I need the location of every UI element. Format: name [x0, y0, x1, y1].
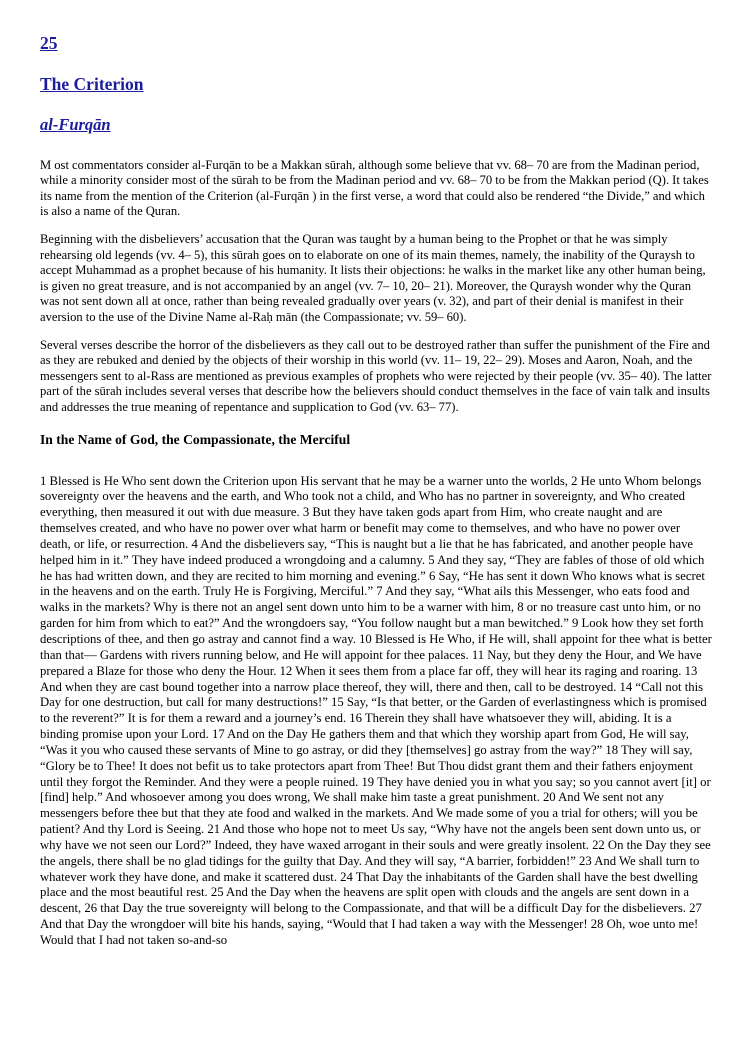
- surah-number-row: [40, 34, 712, 75]
- introduction-paragraph-2: Beginning with the disbelievers’ accusation that the Quran was taught by a human being to the Prophet or that he was simply rehearsing old legends (vv. 4– 5), this sūrah goes on to elaborate on one of its main themes, namely, the inability of the Quraysh to accept Muhammad as a prophet because of his humanity. It lists their objections: he walks in the market like any other human being, is given no great treasure, and is not accompanied by an angel (vv. 7– 10, 20– 21). Moreover, the Quraysh wonder why the Quran was not sent down all at once, rather than being revealed gradually over years (v. 32), and part of their denial is manifest in their aversion to the use of the Divine Name al-Raḥ mān (the Compassionate; vv. 59– 60).: [40, 232, 706, 324]
- page-content: [40, 34, 712, 949]
- introduction-paragraph-3: Several verses describe the horror of the disbelievers as they call out to be destroyed rather than suffer the punishment of the Fire and as they are rebuked and denied by the objects of their worship in this world (vv. 11– 19, 22– 29). Moses and Aaron, Noah, and the messengers sent to al-Rass are mentioned as previous examples of prophets who were rejected by their people (vv. 35– 40). The latter part of the sūrah includes several verses that describe how the believers should conduct themselves in the face of vain talk and insults and addresses the true meaning of repentance and supplication to God (vv. 63– 77).: [40, 337, 712, 414]
- surah-title-english-row: [40, 75, 712, 115]
- surah-number: 25: [40, 33, 58, 53]
- surah-title-arabic: al-Furqān: [40, 114, 111, 134]
- verses-body-text: 1 Blessed is He Who sent down the Criterion upon His servant that he may be a warner unto the worlds, 2 He unto Whom belongs sovereignty over the heavens and the earth, and Who took not a child, and Who has no partner in sovereignty, and Who created everything, then measured it out with due measure. 3 But they have taken gods apart from Him, who create naught and are themselves created, and who have no power over what harm or benefit may come to themselves, and who have no power over death, or life, or resurrection. 4 And the disbelievers say, “This is naught but a lie that he has fabricated, and another people have helped him in it.” They have indeed produced a wrongdoing and a calumny. 5 And they say, “They are fables of those of old which he has had written down, and they are recited to him morning and evening.” 6 Say, “He has sent it down Who knows what is secret in the heavens and on the earth. Truly He is Forgiving, Merciful.” 7 And they say, “What ails this Messenger, who eats food and walks in the markets? Why is there not an angel sent down unto him to be a warner with him, 8 or no treasure cast unto him, or no garden for him from which to eat?” And the wrongdoers say, “You follow naught but a man bewitched.” 9 Look how they set forth descriptions of thee, and then go astray and cannot find a way. 10 Blessed is He Who, if He will, shall appoint for thee what is better than that— Gardens with rivers running below, and He will appoint for thee palaces. 11 Nay, but they deny the Hour, and We have prepared a Blaze for those who deny the Hour. 12 When it sees them from a place far off, they will hear its raging and roaring. 13 And when they are cast bound together into a narrow place thereof, they will, there and then, call to be destroyed. 14 “Call not this Day for one destruction, but call for many destructions!” 15 Say, “Is that better, or the Garden of everlastingness which is promised to the reverent?” It is for them a reward and a journey’s end. 16 Therein they shall have whatsoever they will, abiding. It is a binding promise upon your Lord. 17 And on the Day He gathers them and that which they worship apart from God, He will say, “Was it you who caused these servants of Mine to go astray, or did they [themselves] go astray from the way?” 18 They will say, “Glory be to Thee! It does not befit us to take protectors apart from Thee! But Thou didst grant them and their fathers enjoyment until they forgot the Reminder. And they were a people ruined. 19 They have denied you in what you say; so you cannot avert [it] or [find] help.” And whosoever among you does wrong, We shall make him taste a great punishment. 20 And We sent not any messengers before thee but that they ate food and walked in the markets. And We made some of you a trial for others; will you be patient? And thy Lord is Seeing. 21 And those who hope not to meet Us say, “Why have not the angels been sent down unto us, or why have we not seen our Lord?” Indeed, they have waxed arrogant in their souls and were greatly insolent. 22 On the Day they see the angels, there shall be no glad tidings for the guilty that Day. And they will say, “A barrier, forbidden!” 23 And We shall turn to whatever work they have done, and make it scattered dust. 24 That Day the inhabitants of the Garden shall have the best dwelling place and the most beautiful rest. 25 And the Day when the heavens are split open with clouds and the angels are sent down in a descent, 26 that Day the true sovereignty will belong to the Compassionate, and that will be a difficult Day for the disbelievers. 27 And that Day the wrongdoer will bite his hands, saying, “Would that I had taken a way with the Messenger! 28 Oh, woe unto me! Would that I had not taken so-and-so: [40, 473, 712, 948]
- introduction-paragraph-1: M ost commentators consider al-Furqān to be a Makkan sūrah, although some believe that vv. 68– 70 are from the Madinan period, while a minority consider most of the sūrah to be from the Madinan period and vv. 68– 70 to be from the Makkan period (Q). It takes its name from the mention of the Criterion (al-Furqān ) in the first verse, a word that could also be rendered “the Divide,” and which is also a name of the Quran.: [40, 157, 709, 219]
- surah-title-english: The Criterion: [40, 74, 144, 95]
- basmala-heading: In the Name of God, the Compassionate, the Merciful: [40, 431, 351, 447]
- surah-title-arabic-row: [40, 116, 712, 158]
